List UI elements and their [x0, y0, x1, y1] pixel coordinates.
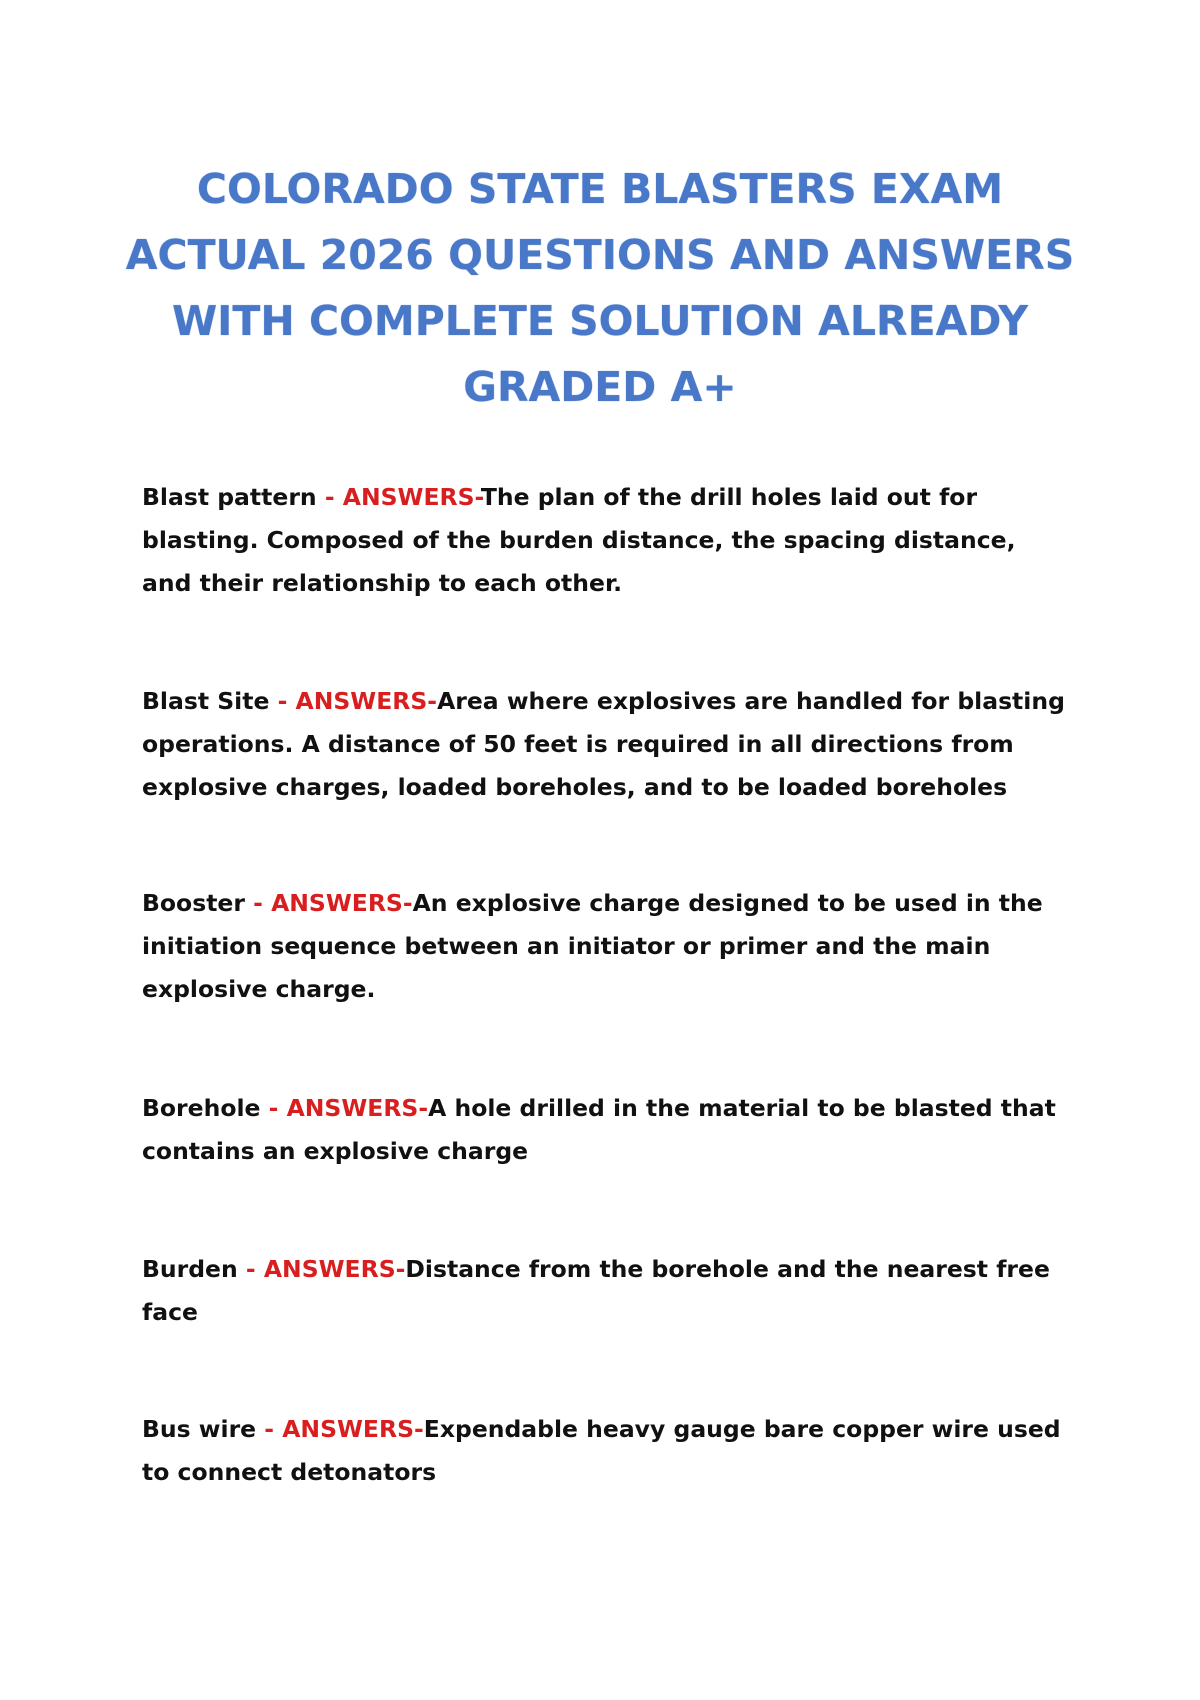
- answers-label: ANSWERS: [263, 1255, 396, 1283]
- title-line: GRADED A+: [463, 363, 737, 411]
- answers-label: ANSWERS: [271, 889, 403, 917]
- entry-separator: -: [244, 889, 272, 917]
- answers-dash: -: [474, 483, 481, 511]
- answers-dash: -: [414, 1415, 424, 1443]
- answers-dash: -: [402, 889, 413, 917]
- entry-term: Blast pattern: [142, 483, 317, 511]
- entry-term: Booster: [142, 889, 245, 917]
- entry-term: Burden: [142, 1255, 238, 1283]
- answers-dash: -: [427, 687, 438, 715]
- answers-label: ANSWERS: [295, 687, 428, 715]
- answers-dash: -: [418, 1094, 429, 1122]
- entry-separator: -: [237, 1255, 264, 1283]
- entry-separator: -: [260, 1094, 287, 1122]
- entry-definition: A hole drilled in the material to be blasted that contains an explosive charge: [142, 1094, 1056, 1165]
- entry-separator: -: [269, 687, 296, 715]
- qa-entry-borehole: [142, 1087, 1072, 1173]
- qa-entry-blast-site: [142, 680, 1072, 809]
- title-line: WITH COMPLETE SOLUTION ALREADY: [171, 297, 1029, 345]
- title-line: COLORADO STATE BLASTERS EXAM: [196, 165, 1004, 213]
- entry-separator: -: [316, 483, 343, 511]
- qa-entry-booster: [142, 882, 1072, 1011]
- entry-term: Blast Site: [142, 687, 270, 715]
- qa-entry-burden: [142, 1248, 1072, 1334]
- answers-dash: -: [395, 1255, 406, 1283]
- answers-label: ANSWERS: [286, 1094, 419, 1122]
- qa-entry-blast-pattern: [142, 476, 1072, 605]
- answers-label: ANSWERS: [342, 483, 475, 511]
- entry-term: Borehole: [142, 1094, 261, 1122]
- entry-definition: Expendable heavy gauge bare copper wire used to connect detonators: [142, 1415, 1061, 1486]
- document-title: [100, 156, 1100, 420]
- entry-definition: Area where explosives are handled for blasting operations. A distance of 50 feet is required in all directions from explosive charges, loaded boreholes, and to be loaded boreholes: [142, 687, 1065, 801]
- entry-definition: The plan of the drill holes laid out for blasting. Composed of the burden distance, the spacing distance, and their relationship to each other.: [142, 483, 1016, 597]
- entry-definition: An explosive charge designed to be used in the initiation sequence between an initiator or primer and the main explosive charge.: [142, 889, 1043, 1003]
- entry-term: Bus wire: [142, 1415, 257, 1443]
- title-line: ACTUAL 2026 QUESTIONS AND ANSWERS: [125, 231, 1075, 279]
- qa-entry-bus-wire: [142, 1408, 1072, 1494]
- entry-definition: Distance from the borehole and the nearest free face: [142, 1255, 1050, 1326]
- answers-label: ANSWERS: [282, 1415, 415, 1443]
- entry-separator: -: [256, 1415, 283, 1443]
